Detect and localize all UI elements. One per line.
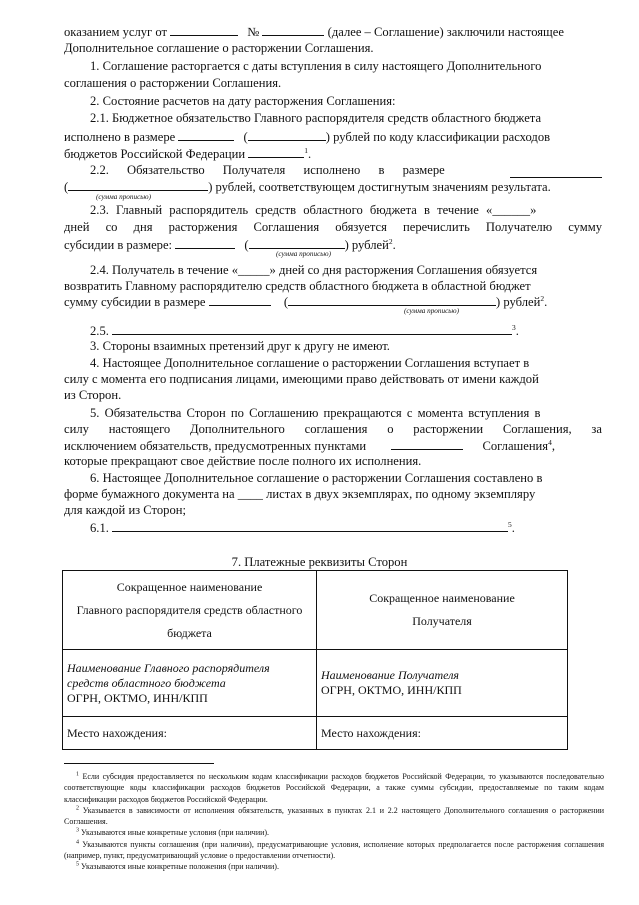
footnote-5 [64, 861, 604, 872]
cell-text: ОГРН, ОКТМО, ИНН/КПП [321, 683, 462, 697]
text-fragment: субсидии в размере: [64, 238, 173, 252]
clause-1-line: 1. Соглашение расторгается с даты вступления в силу настоящего Дополнительного [90, 59, 542, 73]
blank-provision [112, 520, 508, 532]
footnote-ref: 2 [540, 293, 545, 303]
text-fragment: ) рублей [344, 238, 389, 252]
text-fragment: ( [64, 180, 69, 194]
clause-2-4-line: сумму субсидии в размере ( ) рублей$^2$. [64, 293, 548, 309]
text-fragment: Соглашения [482, 439, 549, 453]
left-header-cell [63, 571, 317, 650]
cell-text: бюджета [167, 625, 212, 640]
clause-6-line: для каждой из Сторон; [64, 503, 187, 517]
text-fragment: ( [243, 130, 248, 144]
blank-number [262, 24, 324, 36]
clause-2-3-line: субсидии в размере: ( ) рублей$^2$. [64, 236, 396, 252]
blank-amount-words [248, 129, 326, 141]
clause-2-4-line: 2.4. Получатель в течение «_____» дней со дня расторжения Соглашения обязуется [90, 263, 538, 277]
text-fragment: ) рублей [496, 295, 541, 309]
text-fragment: 2.5. [90, 324, 109, 338]
table-row [63, 571, 568, 650]
footnote-ref: 1 [304, 145, 309, 155]
text-fragment: 2.2. Обязательство Получателя исполнено в размере [90, 163, 445, 177]
cell-text: Наименование Главного распорядителя [67, 660, 270, 675]
cell-text: средств областного бюджета [67, 675, 226, 690]
clause-2-1-line: 2.1. Бюджетное обязательство Главного распорядителя средств областного бюджета [90, 111, 542, 125]
clause-1-line: соглашения о расторжении Соглашения. [64, 76, 282, 90]
table-row [63, 717, 568, 750]
right-header-cell [317, 571, 568, 650]
blank-amount [209, 294, 271, 306]
number-sign: № [247, 25, 260, 39]
footnote-ref: 4 [548, 437, 552, 447]
clause-3: 3. Стороны взаимных претензий друг к другу не имеют. [90, 339, 390, 353]
footnotes [64, 771, 604, 873]
section-7-title: 7. Платежные реквизиты Сторон [231, 555, 408, 569]
cell-text: Сокращенное наименование [116, 579, 263, 594]
blank-code [248, 146, 304, 158]
text-fragment: ( [244, 238, 249, 252]
cell-text: Получателя [412, 614, 472, 628]
left-location-cell: Место нахождения: [63, 717, 317, 750]
table-row [63, 650, 568, 717]
footnote-number: 2 [76, 805, 79, 812]
text-fragment: сумму субсидии в размере [64, 295, 206, 309]
clause-5-line: 5. Обязательства Сторон по Соглашению прекращаются с момента вступления в [90, 406, 541, 420]
blank-amount [178, 129, 234, 141]
clause-2-3-line: дней со дня расторжения Соглашения обязуется перечислить Получателю сумму [64, 220, 602, 234]
clause-5-line: которые прекращают свое действие после полного их исполнения. [64, 454, 422, 468]
footnote-text: Указываются иные конкретные положения (при наличии). [81, 862, 279, 872]
footnote-number: 4 [76, 839, 79, 846]
clause-6-line: форме бумажного документа на ____ листах в двух экземплярах, по одному экземпляру [64, 487, 536, 501]
sum-in-words-caption: (сумма прописью) [96, 193, 152, 201]
blank-clauses [391, 438, 463, 450]
text-fragment: оказанием услуг от [64, 25, 167, 39]
blank-amount-words [68, 179, 208, 191]
clause-5-line: исключением обязательств, предусмотренных пунктами Соглашения$^4$, [64, 437, 555, 453]
text-fragment: (далее – Соглашение) заключили настоящее [327, 25, 564, 39]
left-name-cell [63, 650, 317, 717]
clause-4-line: из Сторон. [64, 388, 122, 402]
blank-date [170, 24, 238, 36]
blank-condition [112, 323, 512, 335]
sum-in-words-caption: (сумма прописью) [276, 250, 332, 258]
right-name-cell [317, 650, 568, 717]
sum-in-words-caption: (сумма прописью) [404, 307, 460, 315]
text-fragment: 6.1. [90, 521, 109, 535]
payment-details-table [62, 570, 568, 750]
clause-2-3-line: 2.3. Главный распорядитель средств областного бюджета в течение «______» [90, 203, 537, 217]
clause-2-5-line: 2.5. $^3$. [90, 322, 519, 338]
cell-text: Сокращенное наименование [369, 591, 515, 605]
footnote-4 [64, 839, 604, 862]
footnote-text: Указывается в зависимости от исполнения обязательств, указанных в пунктах 2.1 и 2.2 настоящего Дополнительного соглашения о расторжении Соглашения. [64, 805, 605, 827]
text-fragment: бюджетов Российской Федерации [64, 147, 246, 161]
clause-2-heading: 2. Состояние расчетов на дату расторжения Соглашения: [90, 94, 396, 108]
clause-2-1-line [64, 129, 602, 145]
blank-amount-words [288, 294, 496, 306]
text-fragment: ( [283, 295, 289, 309]
cell-text: Главного распорядителя средств областного [76, 602, 303, 617]
text-line [64, 24, 602, 40]
text-fragment: ) рублей по коду классификации расходов [325, 130, 551, 144]
clause-6-1-line: 6.1. $^5$. [90, 519, 515, 535]
footnote-text: Указываются пункты соглашения (при наличии), предусматривающие условия, исполнение которых предполагается после расторжения соглашения (например, пункт, предусматривающий условие о предоставлении отчетности). [64, 839, 605, 861]
footnote-number: 3 [76, 827, 79, 834]
clause-6-line: 6. Настоящее Дополнительное соглашение о расторжении Соглашения составлено в [90, 471, 543, 485]
clause-4-line: силу с момента его подписания лицами, имеющими право действовать от имени каждой [64, 372, 539, 386]
blank-amount [175, 237, 235, 249]
cell-text: ОГРН, ОКТМО, ИНН/КПП [67, 690, 208, 705]
footnote-text: Указываются иные конкретные условия (при наличии). [81, 828, 270, 838]
clause-2-4-line: возвратить Главному распорядителю средств областного бюджета в областной бюджет [64, 279, 531, 293]
text-fragment: исключением обязательств, предусмотренных пунктами [64, 439, 367, 453]
footnote-ref: 2 [388, 236, 393, 246]
clause-4-line: 4. Настоящее Дополнительное соглашение о расторжении Соглашения вступает в [90, 356, 530, 370]
footnote-ref: 3 [512, 322, 516, 332]
footnote-ref: 5 [508, 519, 512, 529]
footnote-separator [64, 763, 214, 764]
footnote-2 [64, 805, 604, 828]
footnote-3 [64, 827, 604, 838]
footnote-number: 1 [76, 771, 79, 778]
footnote-number: 5 [76, 861, 79, 868]
text-fragment: исполнено в размере [64, 130, 176, 144]
footnote-1 [64, 771, 604, 805]
text-fragment: ) рублей, соответствующем достигнутым значениям результата. [208, 180, 551, 194]
cell-text: Наименование Получателя [321, 668, 460, 682]
right-location-cell: Место нахождения: [317, 717, 568, 750]
footnote-text: Если субсидия предоставляется по нескольким кодам классификации расходов бюджетов Российской Федерации, то указываются последовательно соответствующие коды классификации расходов бюджетов Российской Федерации, а также суммы субсидии, предоставляемые по таким кодам классификации расходов бюджетов Российской Федерации. [64, 772, 604, 804]
clause-2-1-line: бюджетов Российской Федерации $^1$. [64, 145, 312, 161]
blank-amount-words [249, 237, 345, 249]
text-line: Дополнительное соглашение о расторжении Соглашения. [64, 41, 374, 55]
clause-5-line: силу настоящего Дополнительного соглашения о расторжении Соглашения, за [64, 422, 602, 436]
blank-amount [510, 166, 602, 178]
